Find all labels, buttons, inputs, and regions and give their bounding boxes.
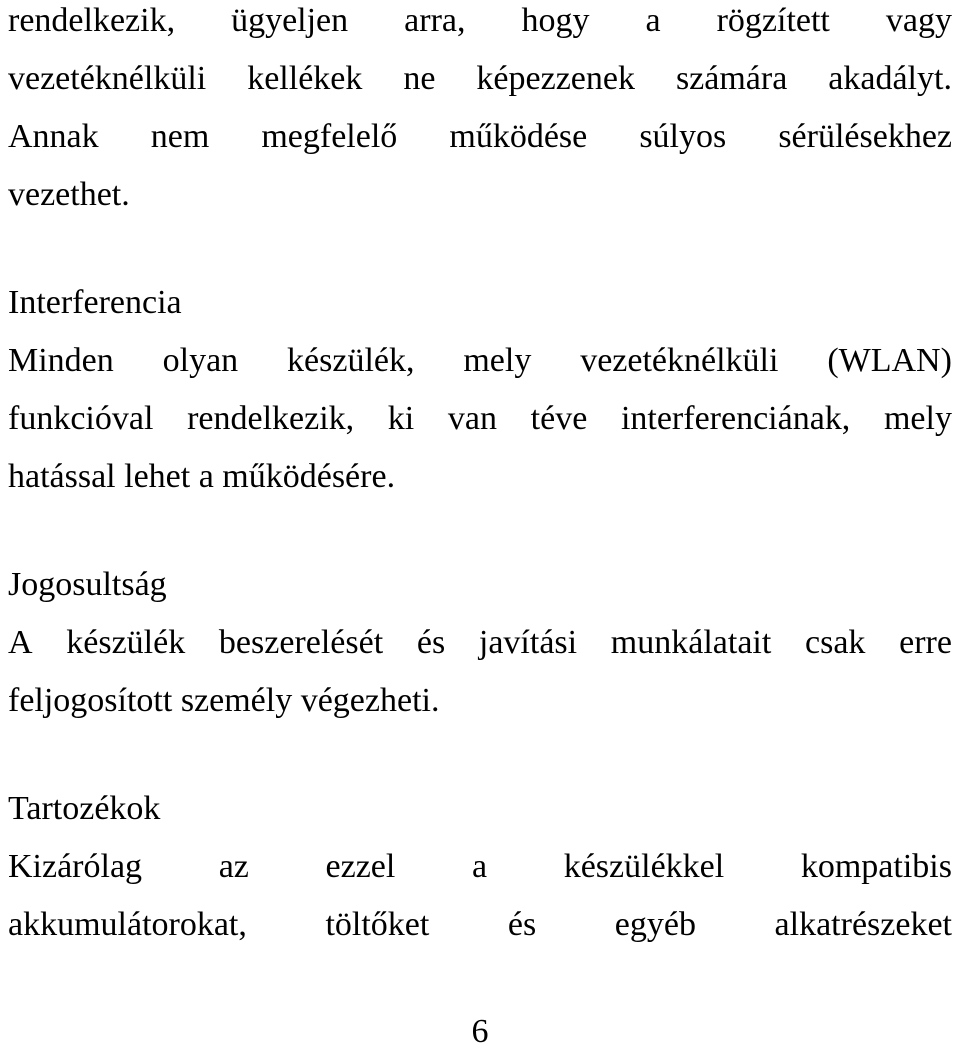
word: és — [507, 906, 537, 943]
interference-line-1 — [8, 332, 952, 390]
word: nem — [150, 118, 210, 155]
word: töltőket — [325, 906, 430, 943]
word: olyan — [162, 342, 239, 379]
word: vezetéknélküli — [580, 342, 779, 379]
document-page — [8, 0, 952, 954]
word: képezzenek — [476, 60, 635, 97]
word: (WLAN) — [827, 342, 952, 379]
intro-line-1 — [8, 0, 952, 50]
word: rögzített — [716, 2, 830, 39]
word: Minden — [8, 342, 114, 379]
word: akkumulátorokat, — [8, 906, 247, 943]
word: alkatrészeket — [774, 906, 952, 943]
accessories-heading: Tartozékok — [8, 790, 161, 827]
word: súlyos — [639, 118, 727, 155]
authorization-heading: Jogosultság — [8, 566, 167, 603]
word: téve — [530, 400, 588, 437]
word: funkcióval — [8, 400, 154, 437]
paragraph-gap — [8, 224, 952, 274]
interference-section — [8, 274, 952, 506]
intro-line-4: vezethet. — [8, 176, 130, 213]
word: ezzel — [325, 848, 396, 885]
word: megfelelő — [261, 118, 398, 155]
word: kellékek — [247, 60, 363, 97]
word: munkálatait — [610, 624, 772, 661]
word: rendelkezik, — [8, 2, 176, 39]
intro-line-3 — [8, 108, 952, 166]
page-number: 6 — [471, 1013, 489, 1050]
word: rendelkezik, — [187, 400, 355, 437]
word: vagy — [885, 2, 952, 39]
word: Annak — [8, 118, 99, 155]
word: ügyeljen — [231, 2, 349, 39]
word: egyéb — [614, 906, 696, 943]
word: csak — [805, 624, 866, 661]
word: beszerelését — [218, 624, 384, 661]
word: ki — [387, 400, 415, 437]
word: van — [447, 400, 497, 437]
accessories-section — [8, 780, 952, 954]
authorization-line-1 — [8, 614, 952, 672]
word: a — [471, 848, 488, 885]
word: javítási — [478, 624, 578, 661]
paragraph-gap — [8, 506, 952, 556]
word: erre — [899, 624, 952, 661]
word: ne — [403, 60, 436, 97]
word: interferenciának, — [620, 400, 851, 437]
interference-line-3: hatással lehet a működésére. — [8, 458, 396, 495]
word: kompatibis — [800, 848, 952, 885]
word: hogy — [521, 2, 590, 39]
word: arra, — [404, 2, 466, 39]
word: akadályt. — [828, 60, 952, 97]
word: Kizárólag — [8, 848, 143, 885]
paragraph-gap — [8, 730, 952, 780]
interference-heading: Interferencia — [8, 284, 182, 321]
interference-line-2 — [8, 390, 952, 448]
authorization-section — [8, 556, 952, 730]
word: mely — [463, 342, 532, 379]
word: az — [218, 848, 249, 885]
word: vezetéknélküli — [8, 60, 207, 97]
word: A — [8, 624, 33, 661]
word: mely — [883, 400, 952, 437]
intro-line-2 — [8, 50, 952, 108]
accessories-line-1 — [8, 838, 952, 896]
word: készülék, — [287, 342, 415, 379]
word: működése — [449, 118, 588, 155]
word: és — [416, 624, 446, 661]
authorization-line-2: feljogosított személy végezheti. — [8, 682, 440, 719]
word: készülékkel — [563, 848, 725, 885]
word: készülék — [66, 624, 186, 661]
word: sérülésekhez — [778, 118, 952, 155]
word: számára — [675, 60, 788, 97]
accessories-line-2 — [8, 896, 952, 954]
word: a — [645, 2, 661, 39]
intro-paragraph — [8, 0, 952, 224]
